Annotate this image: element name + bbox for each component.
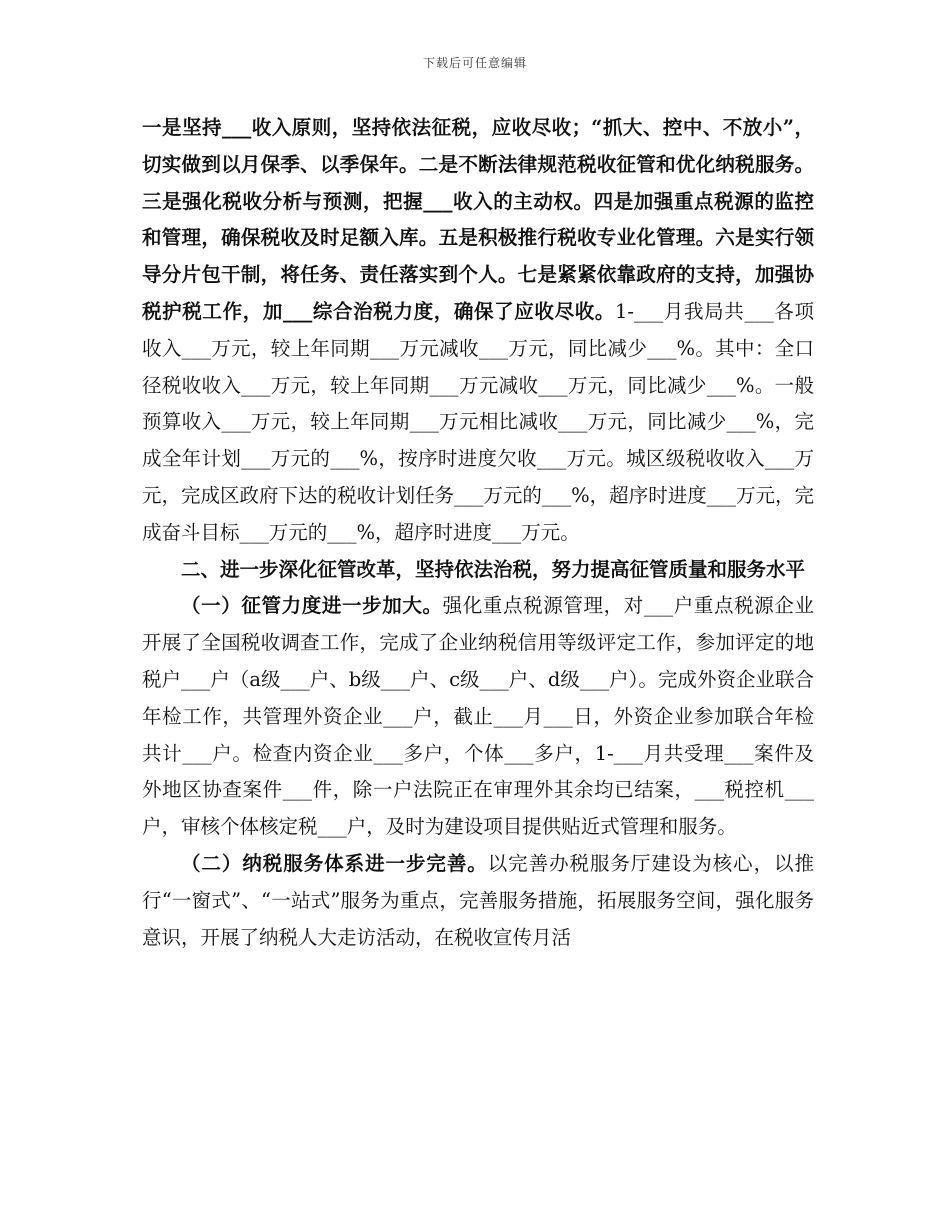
paragraph-service-title: （二）纳税服务体系进一步完善。 [181,851,488,875]
paragraph-summary [142,110,814,552]
paragraph-collection [142,588,814,846]
paragraph-service [142,846,814,956]
section-heading: 二、进一步深化征管改革，坚持依法治税，努力提高征管质量和服务水平 [181,557,806,581]
document-body [142,110,814,956]
paragraph-collection-body: 强化重点税源管理，对___户重点税源企业开展了全国税收调查工作，完成了企业纳税信用等级评定工作，参加评定的地税户___户（a级___户、b级___户、c级___户、d级___户）。完成外资企业联合年检工作，共管理外资企业___户，截止___月___日，外资企业参加联合年检共计___户。检查内资企业___多户，个体___多户，1-___月共受理___案件及外地区协查案件___件，除一户法院正在审理外其余均已结案，___税控机___户，审核个体核定税___户，及时为建设项目提供贴近式管理和服务。 [142,594,814,839]
paragraph-summary-bold: 一是坚持___收入原则，坚持依法征税，应收尽收；“抓大、控中、不放小”，切实做到以月保季、以季保年。二是不断法律规范税收征管和优化纳税服务。三是强化税收分析与预测，把握___收入的主动权。四是加强重点税源的监控和管理，确保税收及时足额入库。五是积极推行税收专业化管理。六是实行领导分片包干制，将任务、责任落实到个人。七是紧紧依靠政府的支持，加强协税护税工作，加___综合治税力度，确保了应收尽收。 [142,116,814,323]
paragraph-summary-figures: 1-___月我局共___各项收入___万元，较上年同期___万元减收___万元，同比减少___%。其中：全口径税收收入___万元，较上年同期___万元减收___万元，同比减少___%。一般预算收入___万元，较上年同期___万元相比减收___万元，同比减少___%，完成全年计划___万元的___%，按序时进度欠收___万元。城区级税收收入___万元，完成区政府下达的税收计划任务___万元的___%，超序时进度___万元，完成奋斗目标___万元的___%，超序时进度___万元。 [142,299,814,544]
paragraph-service-body: 以完善办税服务厅建设为核心，以推行“一窗式”、“一站式”服务为重点，完善服务措施，拓展服务空间，强化服务意识，开展了纳税人大走访活动，在税收宣传月活 [142,851,814,949]
paragraph-collection-title: （一）征管力度进一步加大。 [181,594,443,618]
header-note: 下载后可任意编辑 [422,56,527,70]
